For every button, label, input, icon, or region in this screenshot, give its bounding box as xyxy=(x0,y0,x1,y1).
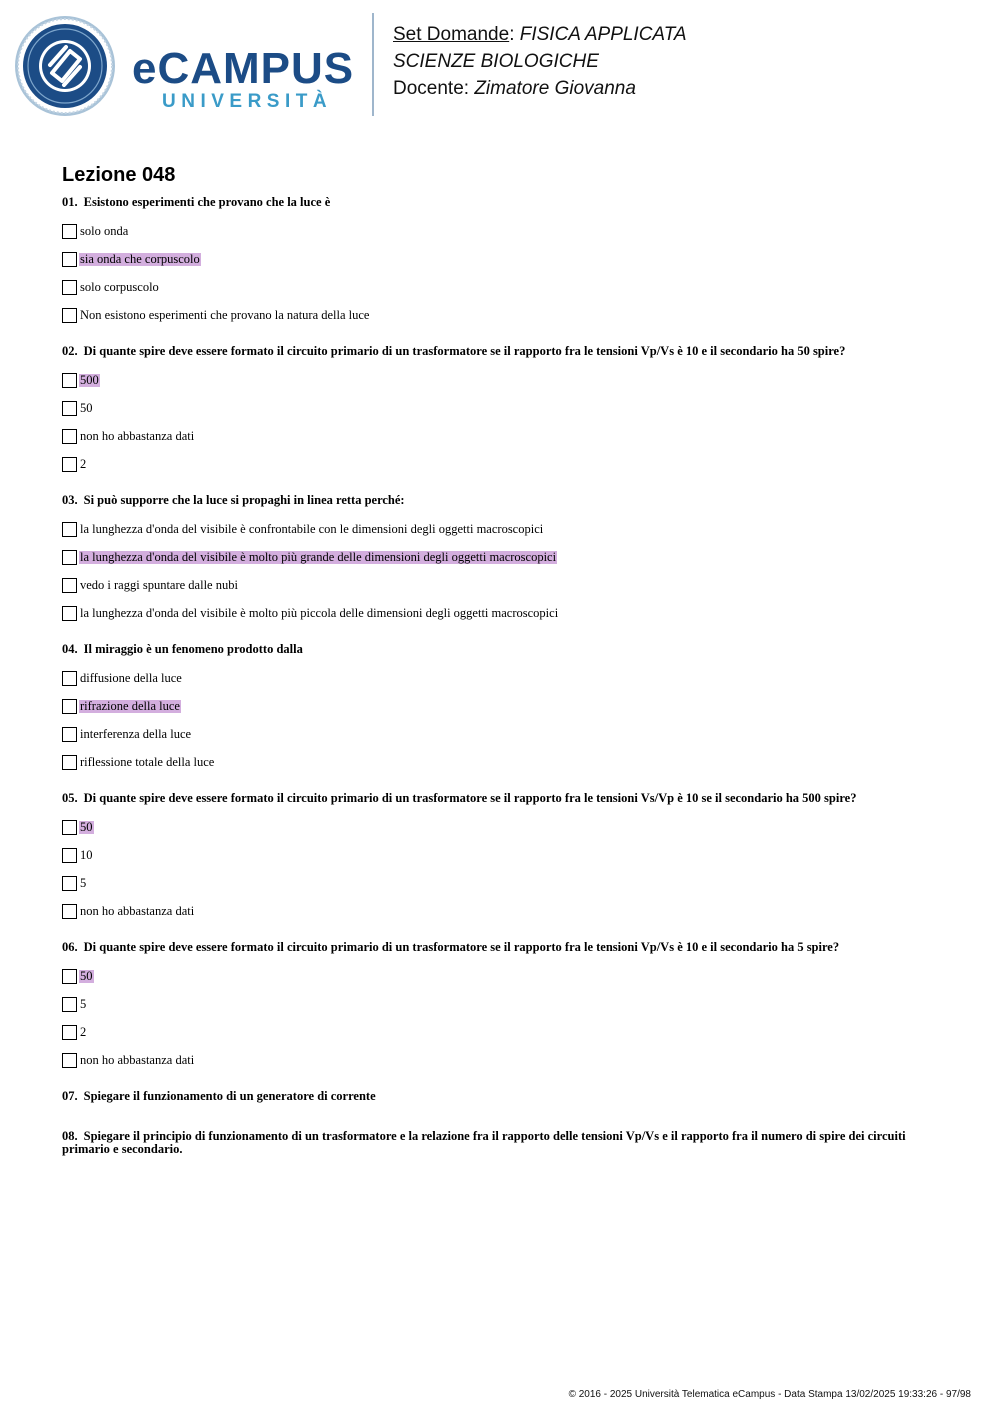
answer-checkbox[interactable] xyxy=(62,252,77,267)
page-header xyxy=(0,0,1000,125)
answer-checkbox[interactable] xyxy=(62,820,77,835)
question-text xyxy=(62,196,942,209)
university-seal-icon xyxy=(14,15,116,117)
course-line xyxy=(393,21,993,48)
answer-label: la lunghezza d'onda del visibile è molto più piccola delle dimensioni degli oggetti macroscopici xyxy=(80,605,559,620)
answer-label: solo onda xyxy=(80,223,129,238)
teacher-name: Zimatore Giovanna xyxy=(474,78,636,99)
teacher-label: Docente: xyxy=(393,78,475,99)
answer-label: vedo i raggi spuntare dalle nubi xyxy=(80,577,238,592)
answer-checkbox[interactable] xyxy=(62,401,77,416)
answer-option[interactable] xyxy=(62,1018,942,1046)
question-label: Il miraggio è un fenomeno prodotto dalla xyxy=(83,642,303,656)
question-label: Si può supporre che la luce si propaghi in linea retta perché: xyxy=(83,493,405,507)
answer-checkbox[interactable] xyxy=(62,606,77,621)
answer-checkbox[interactable] xyxy=(62,1025,77,1040)
answer-checkbox[interactable] xyxy=(62,755,77,770)
answer-label: 2 xyxy=(80,1024,87,1039)
set-label: Set Domande xyxy=(393,24,510,45)
question-number: 04. xyxy=(62,642,78,656)
open-question xyxy=(62,1130,942,1156)
answer-label: 5 xyxy=(80,875,87,890)
question-block xyxy=(62,494,942,627)
question-text xyxy=(62,345,942,358)
answer-label: riflessione totale della luce xyxy=(80,754,215,769)
answer-list xyxy=(62,962,942,1074)
answer-checkbox[interactable] xyxy=(62,578,77,593)
course-name: FISICA APPLICATA xyxy=(519,24,687,45)
answer-checkbox[interactable] xyxy=(62,969,77,984)
question-number: 02. xyxy=(62,344,78,358)
answer-label: 50 xyxy=(80,400,93,415)
answer-label: non ho abbastanza dati xyxy=(80,903,195,918)
question-number: 01. xyxy=(62,195,78,209)
answer-list xyxy=(62,813,942,925)
answer-option[interactable] xyxy=(62,450,942,478)
question-text xyxy=(62,643,942,656)
answer-label: 500 xyxy=(80,372,99,387)
question-label: Di quante spire deve essere formato il circuito primario di un trasformatore se il rapporto fra le tensioni Vp/Vs è 10 e il secondario ha 5 spire? xyxy=(83,940,840,954)
answer-list xyxy=(62,217,942,329)
set-separator: : xyxy=(509,24,520,45)
answer-checkbox[interactable] xyxy=(62,224,77,239)
question-block xyxy=(62,345,942,478)
answer-label: 50 xyxy=(80,968,93,983)
answer-label: Non esistono esperimenti che provano la natura della luce xyxy=(80,307,370,322)
answer-label: non ho abbastanza dati xyxy=(80,428,195,443)
answer-checkbox[interactable] xyxy=(62,550,77,565)
header-divider xyxy=(372,13,374,116)
course-info xyxy=(393,21,993,102)
answer-checkbox[interactable] xyxy=(62,727,77,742)
answer-checkbox[interactable] xyxy=(62,280,77,295)
answer-label: la lunghezza d'onda del visibile è confrontabile con le dimensioni degli oggetti macroscopici xyxy=(80,521,544,536)
logo-wordmark: eCAMPUS xyxy=(132,44,355,93)
question-block xyxy=(62,941,942,1074)
question-number: 07. xyxy=(62,1089,78,1103)
ecampus-logo xyxy=(14,14,359,116)
answer-checkbox[interactable] xyxy=(62,373,77,388)
answer-checkbox[interactable] xyxy=(62,997,77,1012)
answer-option-correct[interactable] xyxy=(62,962,942,990)
answer-option[interactable] xyxy=(62,515,942,543)
answer-option[interactable] xyxy=(62,571,942,599)
question-label: Di quante spire deve essere formato il circuito primario di un trasformatore se il rapporto fra le tensioni Vp/Vs è 10 e il secondario ha 50 spire? xyxy=(83,344,846,358)
question-number: 06. xyxy=(62,940,78,954)
question-text xyxy=(62,792,942,805)
answer-option[interactable] xyxy=(62,599,942,627)
answer-list xyxy=(62,664,942,776)
answer-option[interactable] xyxy=(62,301,942,329)
question-list xyxy=(62,196,942,1074)
answer-checkbox[interactable] xyxy=(62,876,77,891)
answer-label: 2 xyxy=(80,456,87,471)
answer-list xyxy=(62,515,942,627)
question-label: Esistono esperimenti che provano che la luce è xyxy=(83,195,331,209)
answer-label: 10 xyxy=(80,847,93,862)
answer-checkbox[interactable] xyxy=(62,904,77,919)
answer-checkbox[interactable] xyxy=(62,522,77,537)
answer-option-correct[interactable] xyxy=(62,543,942,571)
answer-option-correct[interactable] xyxy=(62,813,942,841)
question-block xyxy=(62,196,942,329)
answer-checkbox[interactable] xyxy=(62,429,77,444)
answer-checkbox[interactable] xyxy=(62,457,77,472)
answer-option[interactable] xyxy=(62,394,942,422)
answer-checkbox[interactable] xyxy=(62,1053,77,1068)
answer-label: non ho abbastanza dati xyxy=(80,1052,195,1067)
answer-option[interactable] xyxy=(62,422,942,450)
question-number: 05. xyxy=(62,791,78,805)
answer-label: diffusione della luce xyxy=(80,670,182,685)
answer-label: sia onda che corpuscolo xyxy=(80,251,200,266)
answer-label: la lunghezza d'onda del visibile è molto più grande delle dimensioni degli oggetti macroscopici xyxy=(80,549,557,564)
teacher-line xyxy=(393,75,993,102)
question-block xyxy=(62,792,942,925)
question-number: 08. xyxy=(62,1129,78,1143)
answer-option-correct[interactable] xyxy=(62,366,942,394)
open-question xyxy=(62,1090,942,1103)
answer-option[interactable] xyxy=(62,720,942,748)
answer-option-correct[interactable] xyxy=(62,692,942,720)
answer-option[interactable] xyxy=(62,664,942,692)
answer-option[interactable] xyxy=(62,841,942,869)
answer-label: 50 xyxy=(80,819,93,834)
answer-checkbox[interactable] xyxy=(62,308,77,323)
question-label: Di quante spire deve essere formato il circuito primario di un trasformatore se il rapporto fra le tensioni Vs/Vp è 10 se il secondario ha 500 spire? xyxy=(83,791,857,805)
answer-checkbox[interactable] xyxy=(62,848,77,863)
question-label: Spiegare il funzionamento di un generatore di corrente xyxy=(83,1089,376,1103)
question-label: Spiegare il principio di funzionamento di un trasformatore e la relazione fra il rapporto delle tensioni Vp/Vs e il rapporto fra il numero di spire dei circuiti primario e secondario. xyxy=(62,1129,906,1156)
answer-option[interactable] xyxy=(62,748,942,776)
lesson-title: Lezione 048 xyxy=(62,164,176,186)
answer-label: rifrazione della luce xyxy=(80,698,180,713)
answer-option[interactable] xyxy=(62,897,942,925)
answer-label: interferenza della luce xyxy=(80,726,192,741)
answer-option[interactable] xyxy=(62,217,942,245)
answer-label: solo corpuscolo xyxy=(80,279,159,294)
question-block xyxy=(62,643,942,776)
page-content xyxy=(62,160,942,1183)
answer-option[interactable] xyxy=(62,869,942,897)
answer-label: 5 xyxy=(80,996,87,1011)
logo-subtitle: UNIVERSITÀ xyxy=(162,91,333,112)
answer-option[interactable] xyxy=(62,1046,942,1074)
question-number: 03. xyxy=(62,493,78,507)
answer-list xyxy=(62,366,942,478)
question-text xyxy=(62,941,942,954)
answer-option[interactable] xyxy=(62,273,942,301)
page-footer: © 2016 - 2025 Università Telematica eCampus - Data Stampa 13/02/2025 19:33:26 - 97/98 xyxy=(568,1389,971,1400)
answer-checkbox[interactable] xyxy=(62,671,77,686)
question-text xyxy=(62,494,942,507)
answer-option[interactable] xyxy=(62,990,942,1018)
answer-checkbox[interactable] xyxy=(62,699,77,714)
open-question-list xyxy=(62,1090,942,1156)
program-name: SCIENZE BIOLOGICHE xyxy=(393,51,599,72)
answer-option-correct[interactable] xyxy=(62,245,942,273)
